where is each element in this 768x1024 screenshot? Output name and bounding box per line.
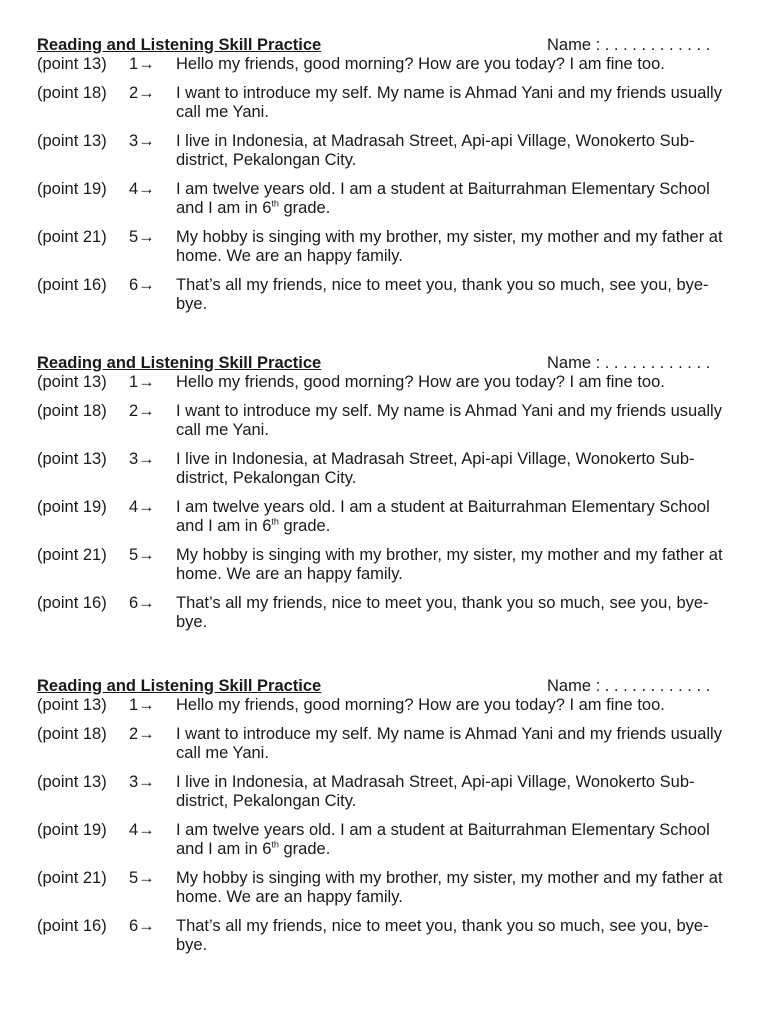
item-text	[176, 180, 728, 219]
item-number: 5→	[129, 545, 155, 564]
item-point: (point 13)	[37, 131, 107, 150]
item-text-end: grade.	[278, 199, 331, 217]
item-number: 1→	[129, 696, 155, 714]
item-text: I live in Indonesia, at Madrasah Street, Api-api Village, Wonokerto Sub-district, Pekalongan City.	[176, 131, 695, 169]
item-point: (point 13)	[37, 373, 107, 391]
item-point: (point 13)	[37, 449, 107, 468]
item-point: (point 19)	[37, 179, 107, 198]
item-text: My hobby is singing with my brother, my sister, my mother and my father at home. We are an happy family.	[176, 227, 723, 265]
item-point: (point 16)	[37, 275, 107, 294]
item-point: (point 21)	[37, 227, 107, 246]
item-number: 3→	[129, 772, 155, 791]
list-item	[37, 180, 727, 219]
item-number: 5→	[129, 227, 155, 246]
list-item	[37, 917, 727, 956]
item-number: 2→	[129, 401, 155, 420]
item-point: (point 18)	[37, 724, 107, 743]
item-text: My hobby is singing with my brother, my sister, my mother and my father at home. We are an happy family.	[176, 545, 723, 583]
item-number: 2→	[129, 724, 155, 743]
list-item	[37, 228, 727, 267]
worksheet-1	[37, 35, 727, 324]
list-item	[37, 402, 727, 441]
item-number: 1→	[129, 373, 155, 391]
item-text: Hello my friends, good morning? How are you today? I am fine too.	[176, 696, 665, 714]
item-number: 4→	[129, 179, 155, 198]
item-text: That’s all my friends, nice to meet you, thank you so much, see you, bye-bye.	[176, 916, 709, 954]
list-item	[37, 373, 727, 393]
item-text-end: grade.	[278, 517, 331, 535]
item-point: (point 13)	[37, 696, 107, 714]
item-number: 1→	[129, 55, 155, 73]
worksheet-title: Reading and Listening Skill Practice	[37, 36, 322, 54]
item-number: 3→	[129, 449, 155, 468]
list-item	[37, 132, 727, 171]
name-field: Name : . . . . . . . . . . . .	[547, 677, 711, 695]
item-number: 3→	[129, 131, 155, 150]
ordinal-suffix: th	[271, 198, 279, 209]
list-item	[37, 773, 727, 812]
list-item	[37, 725, 727, 764]
list-item	[37, 84, 727, 123]
item-text	[176, 498, 728, 537]
worksheet-header	[37, 353, 727, 373]
worksheet-title: Reading and Listening Skill Practice	[37, 677, 322, 695]
list-item	[37, 594, 727, 633]
worksheet-header	[37, 35, 727, 55]
item-number: 5→	[129, 868, 155, 887]
name-field: Name : . . . . . . . . . . . .	[547, 36, 711, 54]
worksheet-title: Reading and Listening Skill Practice	[37, 354, 322, 372]
list-item	[37, 821, 727, 860]
list-item	[37, 450, 727, 489]
item-point: (point 19)	[37, 820, 107, 839]
item-text: I live in Indonesia, at Madrasah Street, Api-api Village, Wonokerto Sub-district, Pekalongan City.	[176, 772, 695, 810]
item-text: I live in Indonesia, at Madrasah Street, Api-api Village, Wonokerto Sub-district, Pekalongan City.	[176, 449, 695, 487]
item-point: (point 13)	[37, 772, 107, 791]
item-point: (point 19)	[37, 497, 107, 516]
list-item	[37, 869, 727, 908]
item-text: Hello my friends, good morning? How are you today? I am fine too.	[176, 55, 665, 73]
list-item	[37, 546, 727, 585]
name-field: Name : . . . . . . . . . . . .	[547, 354, 711, 372]
item-point: (point 13)	[37, 55, 107, 73]
item-text-end: grade.	[278, 840, 331, 858]
ordinal-suffix: th	[271, 516, 279, 527]
worksheet-3	[37, 676, 727, 965]
ordinal-suffix: th	[271, 839, 279, 850]
item-point: (point 16)	[37, 916, 107, 935]
item-number: 4→	[129, 497, 155, 516]
item-number: 6→	[129, 593, 155, 612]
item-text: That’s all my friends, nice to meet you, thank you so much, see you, bye-bye.	[176, 275, 709, 313]
item-text: I want to introduce my self. My name is Ahmad Yani and my friends usually call me Yani.	[176, 401, 722, 439]
item-point: (point 21)	[37, 545, 107, 564]
item-text-main: I am twelve years old. I am a student at Baiturrahman Elementary School and I am in 6	[176, 179, 710, 217]
item-text: Hello my friends, good morning? How are you today? I am fine too.	[176, 373, 665, 391]
item-point: (point 21)	[37, 868, 107, 887]
item-number: 4→	[129, 820, 155, 839]
list-item	[37, 276, 727, 315]
worksheet-2	[37, 353, 727, 642]
item-text-main: I am twelve years old. I am a student at Baiturrahman Elementary School and I am in 6	[176, 820, 710, 858]
item-text: I want to introduce my self. My name is Ahmad Yani and my friends usually call me Yani.	[176, 724, 722, 762]
item-text: My hobby is singing with my brother, my sister, my mother and my father at home. We are an happy family.	[176, 868, 723, 906]
item-point: (point 18)	[37, 83, 107, 102]
item-number: 6→	[129, 275, 155, 294]
item-text: I want to introduce my self. My name is Ahmad Yani and my friends usually call me Yani.	[176, 83, 722, 121]
item-point: (point 16)	[37, 593, 107, 612]
list-item	[37, 696, 727, 716]
item-text-main: I am twelve years old. I am a student at Baiturrahman Elementary School and I am in 6	[176, 497, 710, 535]
item-number: 6→	[129, 916, 155, 935]
list-item	[37, 55, 727, 75]
item-point: (point 18)	[37, 401, 107, 420]
item-number: 2→	[129, 83, 155, 102]
worksheet-header	[37, 676, 727, 696]
list-item	[37, 498, 727, 537]
item-text	[176, 821, 728, 860]
item-text: That’s all my friends, nice to meet you, thank you so much, see you, bye-bye.	[176, 593, 709, 631]
